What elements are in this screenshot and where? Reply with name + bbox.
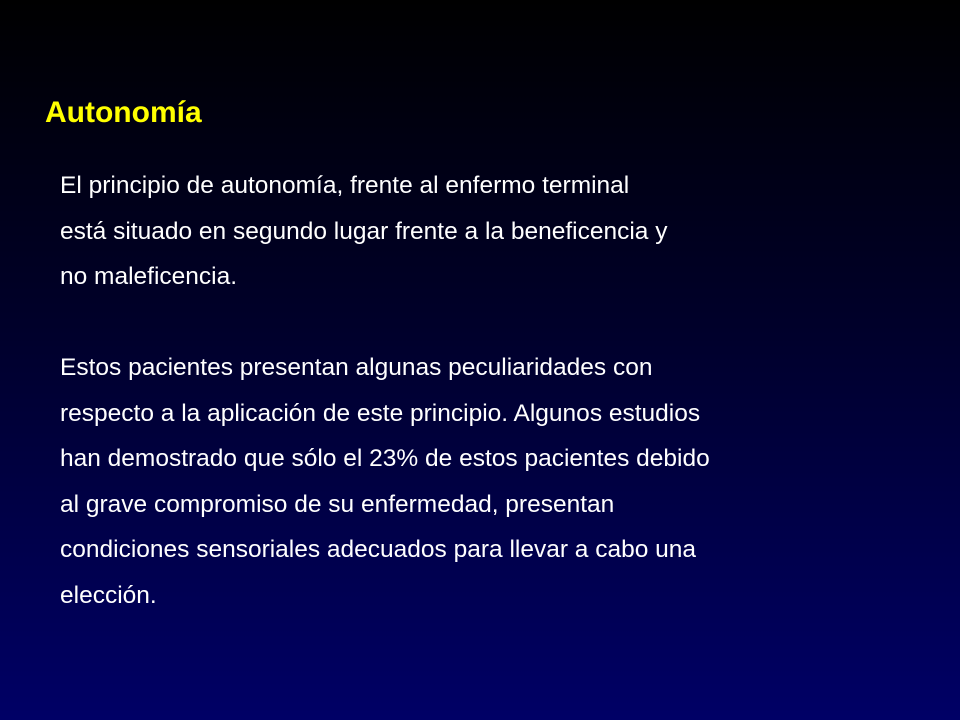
paragraph-line: está situado en segundo lugar frente a la beneficencia y bbox=[60, 217, 668, 245]
paragraph-2 bbox=[60, 345, 940, 618]
paragraph-line: al grave compromiso de su enfermedad, presentan bbox=[60, 490, 615, 518]
paragraph-line: condiciones sensoriales adecuados para llevar a cabo una bbox=[60, 536, 697, 563]
paragraph-line: han demostrado que sólo el 23% de estos pacientes debido bbox=[60, 445, 710, 472]
paragraph-1 bbox=[60, 163, 940, 300]
paragraph-line: no maleficencia. bbox=[60, 263, 238, 290]
paragraph-line: El principio de autonomía, frente al enfermo terminal bbox=[60, 172, 630, 199]
paragraph-line: Estos pacientes presentan algunas peculiaridades con bbox=[60, 354, 653, 381]
paragraph-line: elección. bbox=[60, 581, 157, 609]
paragraph-line: respecto a la aplicación de este principio. Algunos estudios bbox=[60, 399, 701, 427]
slide-title: Autonomía bbox=[45, 96, 202, 129]
